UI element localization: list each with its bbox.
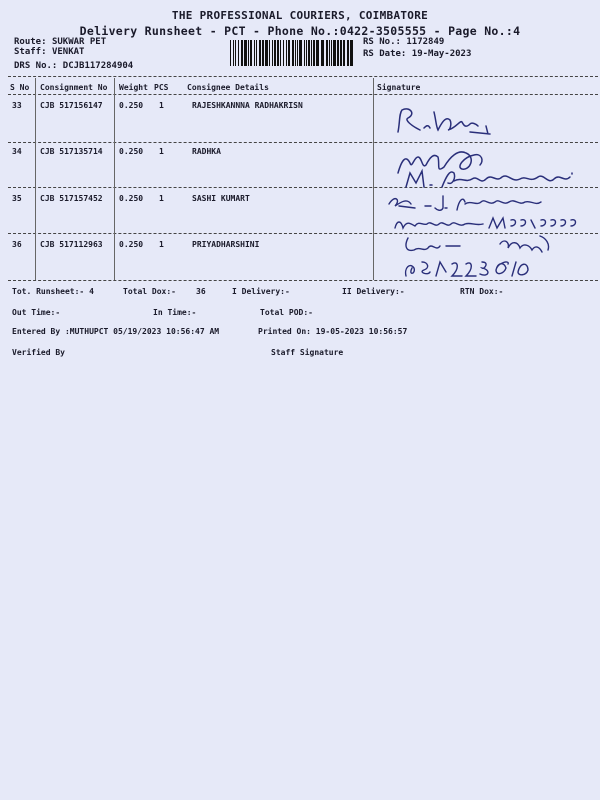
row-weight: 0.250 bbox=[119, 101, 144, 110]
row-consignment: CJB 517112963 bbox=[40, 240, 103, 249]
barcode-bar bbox=[262, 40, 264, 66]
barcode-bar bbox=[235, 40, 236, 66]
table-top-rule bbox=[8, 76, 598, 77]
barcode-bar bbox=[265, 40, 268, 66]
row-consignee: RADHKA bbox=[192, 147, 221, 156]
staff-signature: Staff Signature bbox=[271, 348, 344, 357]
route-value: SUKWAR PET bbox=[51, 37, 107, 47]
col-header-weight: Weight bbox=[119, 83, 148, 92]
total-pod: Total POD:- bbox=[260, 308, 313, 317]
row-weight: 0.250 bbox=[119, 194, 144, 203]
barcode-bar bbox=[277, 40, 279, 66]
barcode-bar bbox=[331, 40, 332, 66]
barcode-bar bbox=[304, 40, 305, 66]
row-sno: 34 bbox=[12, 147, 22, 156]
tot-runsheet: Tot. Runsheet:- 4 bbox=[12, 287, 94, 296]
barcode-bar bbox=[337, 40, 339, 66]
rs-date-value: 19-May-2023 bbox=[411, 49, 472, 59]
col-header-sno: S No bbox=[10, 83, 30, 92]
barcode-bar bbox=[306, 40, 307, 66]
row-consignee: PRIYADHARSHINI bbox=[192, 240, 260, 249]
drs-line bbox=[14, 61, 133, 71]
rs-no-value: 1172849 bbox=[406, 37, 445, 47]
row-sno: 36 bbox=[12, 240, 22, 249]
col-header-consignee: Consignee Details bbox=[187, 83, 269, 92]
barcode-bar bbox=[299, 40, 302, 66]
rs-no-label: RS No.: bbox=[363, 37, 401, 47]
out-time: Out Time:- bbox=[12, 308, 61, 317]
column-divider bbox=[35, 78, 36, 280]
col-header-pcs: PCS bbox=[154, 83, 169, 92]
i-delivery: I Delivery:- bbox=[232, 287, 290, 296]
barcode-bar bbox=[329, 40, 330, 66]
barcode-bar bbox=[308, 40, 310, 66]
barcode-bar bbox=[280, 40, 281, 66]
row-sno: 35 bbox=[12, 194, 22, 203]
barcode-bar bbox=[321, 40, 324, 66]
barcode-bar bbox=[340, 40, 342, 66]
row-pcs: 1 bbox=[159, 147, 164, 156]
barcode-bar bbox=[313, 40, 315, 66]
barcode-bar bbox=[343, 40, 345, 66]
row-consignee: RAJESHKANNNA RADHAKRISN bbox=[192, 101, 303, 110]
signature-image bbox=[385, 190, 585, 235]
barcode-bar bbox=[250, 40, 252, 66]
barcode-bar bbox=[259, 40, 261, 66]
row-consignee: SASHI KUMART bbox=[192, 194, 250, 203]
staff-line bbox=[14, 47, 84, 57]
barcode-bar bbox=[326, 40, 328, 66]
row-consignment: CJB 517156147 bbox=[40, 101, 103, 110]
col-header-consignment: Consignment No bbox=[40, 83, 108, 92]
rtn-dox: RTN Dox:- bbox=[460, 287, 504, 296]
barcode-bar bbox=[295, 40, 296, 66]
barcode-bar bbox=[333, 40, 336, 66]
barcode-bar bbox=[238, 40, 239, 66]
col-header-signature: Signature bbox=[377, 83, 421, 92]
in-time: In Time:- bbox=[153, 308, 197, 317]
barcode-bar bbox=[241, 40, 243, 66]
barcode-bar bbox=[288, 40, 290, 66]
staff-value: VENKAT bbox=[51, 47, 85, 57]
drs-value: DCJB117284904 bbox=[62, 61, 134, 71]
rs-no-line bbox=[363, 37, 444, 47]
barcode-bar bbox=[233, 40, 234, 66]
signature-image bbox=[390, 104, 500, 138]
row-consignment: CJB 517135714 bbox=[40, 147, 103, 156]
barcode-bar bbox=[254, 40, 255, 66]
barcode-image bbox=[230, 40, 354, 66]
barcode-bar bbox=[292, 40, 294, 66]
rs-date-line bbox=[363, 49, 471, 59]
barcode-bar bbox=[297, 40, 298, 66]
row-consignment: CJB 517157452 bbox=[40, 194, 103, 203]
barcode-bar bbox=[286, 40, 287, 66]
drs-label: DRS No.: bbox=[14, 61, 58, 71]
barcode-bar bbox=[283, 40, 284, 66]
row-weight: 0.250 bbox=[119, 147, 144, 156]
rs-date-label: RS Date: bbox=[363, 49, 407, 59]
signature-image bbox=[400, 232, 560, 280]
verified-by: Verified By bbox=[12, 348, 65, 357]
route-label: Route: bbox=[14, 37, 47, 47]
barcode-bar bbox=[347, 40, 349, 66]
total-dox-value: 36 bbox=[196, 287, 206, 296]
barcode-bar bbox=[248, 40, 249, 66]
row-pcs: 1 bbox=[159, 194, 164, 203]
column-divider bbox=[373, 78, 374, 280]
row-pcs: 1 bbox=[159, 101, 164, 110]
row-pcs: 1 bbox=[159, 240, 164, 249]
ii-delivery: II Delivery:- bbox=[342, 287, 405, 296]
table-bottom-rule bbox=[8, 280, 598, 281]
barcode-bar bbox=[316, 40, 319, 66]
company-title: THE PROFESSIONAL COURIERS, COIMBATORE bbox=[171, 9, 429, 22]
signature-image bbox=[392, 143, 582, 189]
total-dox-label: Total Dox:- bbox=[123, 287, 176, 296]
staff-label: Staff: bbox=[14, 47, 47, 57]
barcode-bar bbox=[230, 40, 231, 66]
barcode-bar bbox=[311, 40, 312, 66]
row-weight: 0.250 bbox=[119, 240, 144, 249]
barcode-bar bbox=[244, 40, 247, 66]
barcode-bar bbox=[256, 40, 257, 66]
barcode-bar bbox=[274, 40, 276, 66]
table-header-rule bbox=[8, 94, 598, 95]
barcode-bar bbox=[350, 40, 353, 66]
printed-on: Printed On: 19-05-2023 10:56:57 bbox=[258, 327, 408, 336]
row-sno: 33 bbox=[12, 101, 22, 110]
route-line bbox=[14, 37, 106, 47]
runsheet-subtitle: Delivery Runsheet - PCT - Phone No.:0422-3505555 - Page No.:4 bbox=[79, 24, 521, 38]
barcode-bar bbox=[272, 40, 273, 66]
entered-by: Entered By :MUTHUPCT 05/19/2023 10:56:47 AM bbox=[12, 327, 220, 336]
column-divider bbox=[114, 78, 115, 280]
barcode-bar bbox=[269, 40, 270, 66]
